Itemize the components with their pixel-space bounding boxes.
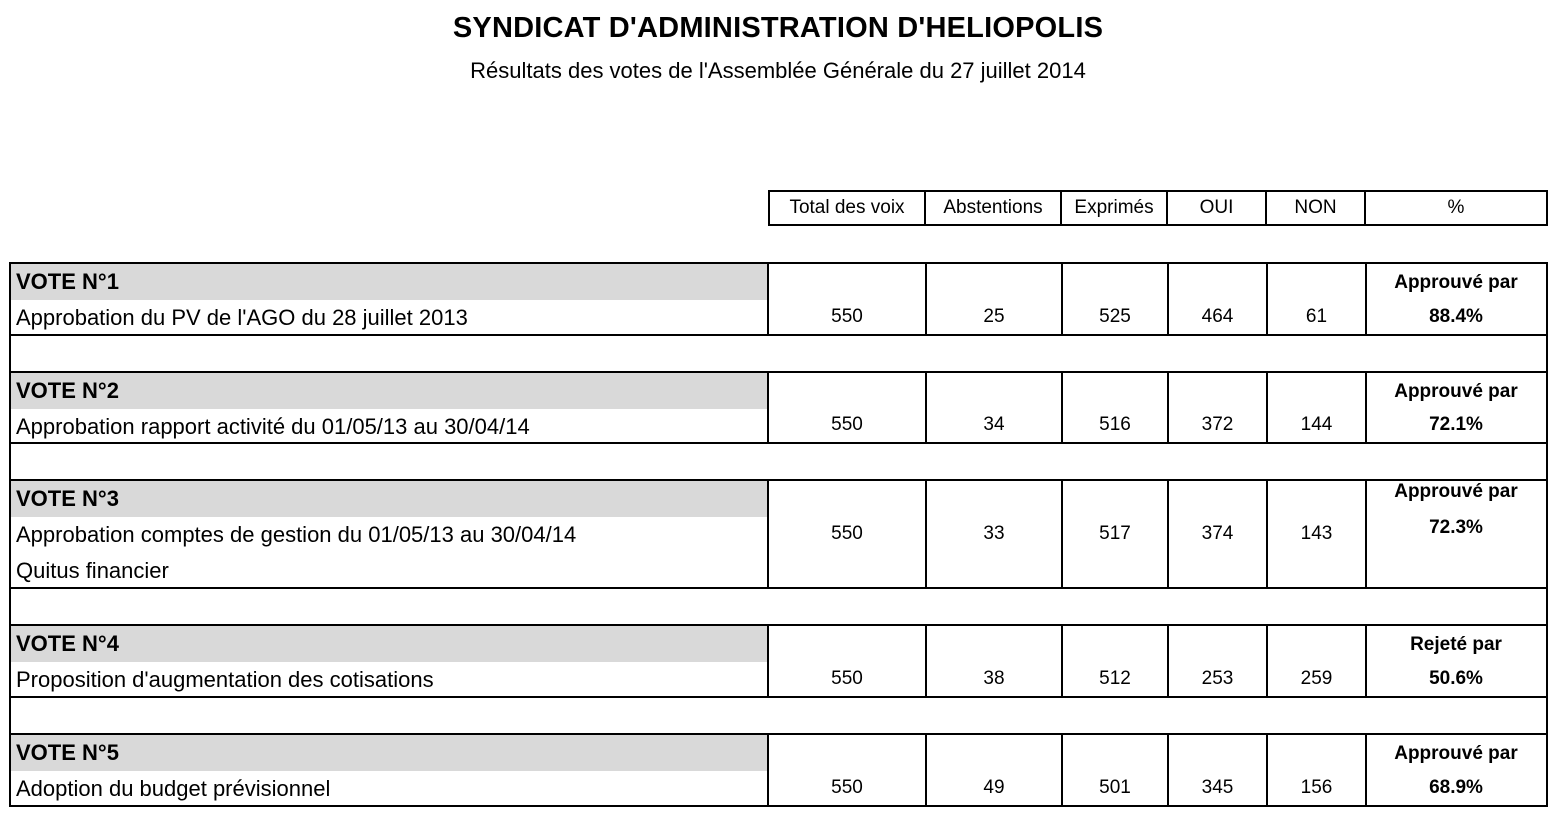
vote-title: VOTE N°3: [11, 481, 767, 517]
vote-cell-abstentions: [927, 264, 1063, 334]
result-label: Approuvé par: [1394, 481, 1518, 502]
vote-value-exprimes: 516: [1099, 414, 1131, 435]
vote-label-cell: [11, 735, 769, 805]
vote-description: Adoption du budget prévisionnel: [16, 776, 331, 801]
vote-cell-total: [769, 373, 927, 442]
vote-value-exprimes: 517: [1099, 523, 1131, 544]
spacer-row: [9, 444, 1548, 479]
vote-description: Quitus financier: [16, 558, 169, 583]
vote-cell-non: [1268, 626, 1367, 696]
page-title: SYNDICAT D'ADMINISTRATION D'HELIOPOLIS: [452, 12, 1104, 44]
vote-title: VOTE N°4: [11, 626, 767, 662]
spacer-row: [9, 336, 1548, 371]
vote-cell-total: [769, 626, 927, 696]
vote-block: [9, 733, 1548, 807]
vote-block: [9, 371, 1548, 444]
vote-value-oui: 464: [1201, 306, 1234, 327]
result-label: Approuvé par: [1394, 381, 1518, 402]
result-percent: 68.9%: [1429, 777, 1483, 798]
vote-cell-exprimes: [1063, 626, 1169, 696]
vote-cell-non: [1268, 735, 1367, 805]
vote-block: [9, 624, 1548, 698]
vote-block: [9, 262, 1548, 336]
column-header-exprimes: Exprimés: [1062, 190, 1168, 226]
vote-title: VOTE N°2: [11, 373, 767, 409]
vote-value-abstentions: 33: [983, 523, 1005, 544]
vote-value-abstentions: 25: [983, 306, 1005, 327]
vote-cell-oui: [1169, 735, 1268, 805]
vote-cell-result: [1367, 626, 1545, 696]
column-header-abstentions: Abstentions: [926, 190, 1062, 226]
column-header-non: NON: [1267, 190, 1366, 226]
vote-description: Proposition d'augmentation des cotisations: [16, 667, 434, 692]
result-label: Rejeté par: [1410, 634, 1502, 655]
vote-cell-oui: [1169, 373, 1268, 442]
vote-value-abstentions: 49: [983, 777, 1005, 798]
vote-cell-exprimes: [1063, 481, 1169, 587]
vote-value-oui: 372: [1201, 414, 1234, 435]
vote-value-total: 550: [831, 414, 863, 435]
spacer-row: [9, 698, 1548, 733]
vote-cell-abstentions: [927, 373, 1063, 442]
vote-block: [9, 479, 1548, 589]
vote-cell-total: [769, 735, 927, 805]
vote-cell-result: [1367, 481, 1545, 587]
result-percent: 50.6%: [1429, 668, 1483, 689]
vote-value-abstentions: 38: [983, 668, 1005, 689]
result-label: Approuvé par: [1394, 272, 1518, 293]
vote-cell-non: [1268, 264, 1367, 334]
vote-cell-abstentions: [927, 626, 1063, 696]
vote-cell-exprimes: [1063, 373, 1169, 442]
vote-cell-oui: [1169, 264, 1268, 334]
vote-value-exprimes: 525: [1099, 306, 1131, 327]
column-header-total: Total des voix: [768, 190, 926, 226]
vote-value-non: 143: [1300, 523, 1333, 544]
vote-value-oui: 253: [1201, 668, 1234, 689]
vote-cell-oui: [1169, 626, 1268, 696]
result-percent: 72.1%: [1429, 414, 1483, 435]
vote-description: Approbation du PV de l'AGO du 28 juillet 2013: [16, 305, 468, 330]
vote-cell-result: [1367, 264, 1545, 334]
vote-description: Approbation rapport activité du 01/05/13 au 30/04/14: [16, 414, 530, 439]
result-percent: 88.4%: [1429, 306, 1483, 327]
result-label: Approuvé par: [1394, 743, 1518, 764]
spacer-row: [9, 589, 1548, 624]
vote-cell-total: [769, 264, 927, 334]
vote-value-non: 259: [1300, 668, 1333, 689]
vote-value-oui: 374: [1201, 523, 1234, 544]
vote-label-cell: [11, 626, 769, 696]
vote-cell-abstentions: [927, 735, 1063, 805]
vote-value-oui: 345: [1201, 777, 1234, 798]
column-header-oui: OUI: [1168, 190, 1267, 226]
vote-cell-non: [1268, 373, 1367, 442]
column-header-percent: %: [1366, 190, 1548, 226]
vote-cell-abstentions: [927, 481, 1063, 587]
result-percent: 72.3%: [1429, 517, 1483, 538]
vote-description: Approbation comptes de gestion du 01/05/13 au 30/04/14: [16, 522, 577, 547]
vote-label-cell: [11, 264, 769, 334]
vote-cell-result: [1367, 373, 1545, 442]
vote-value-abstentions: 34: [983, 414, 1005, 435]
vote-cell-exprimes: [1063, 735, 1169, 805]
vote-label-cell: [11, 373, 769, 442]
vote-value-non: 144: [1300, 414, 1333, 435]
vote-cell-total: [769, 481, 927, 587]
vote-value-non: 156: [1300, 777, 1333, 798]
vote-value-total: 550: [831, 777, 863, 798]
vote-value-total: 550: [831, 306, 863, 327]
vote-cell-exprimes: [1063, 264, 1169, 334]
vote-value-non: 61: [1305, 306, 1328, 327]
vote-value-total: 550: [831, 523, 863, 544]
vote-cell-result: [1367, 735, 1545, 805]
page-subtitle: Résultats des votes de l'Assemblée Générale du 27 juillet 2014: [470, 58, 1086, 83]
vote-value-exprimes: 512: [1099, 668, 1131, 689]
vote-value-exprimes: 501: [1099, 777, 1131, 798]
vote-title: VOTE N°5: [11, 735, 767, 771]
vote-label-cell: [11, 481, 769, 587]
column-header-row: [768, 190, 1548, 226]
vote-cell-non: [1268, 481, 1367, 587]
vote-cell-oui: [1169, 481, 1268, 587]
vote-value-total: 550: [831, 668, 863, 689]
vote-title: VOTE N°1: [11, 264, 767, 300]
